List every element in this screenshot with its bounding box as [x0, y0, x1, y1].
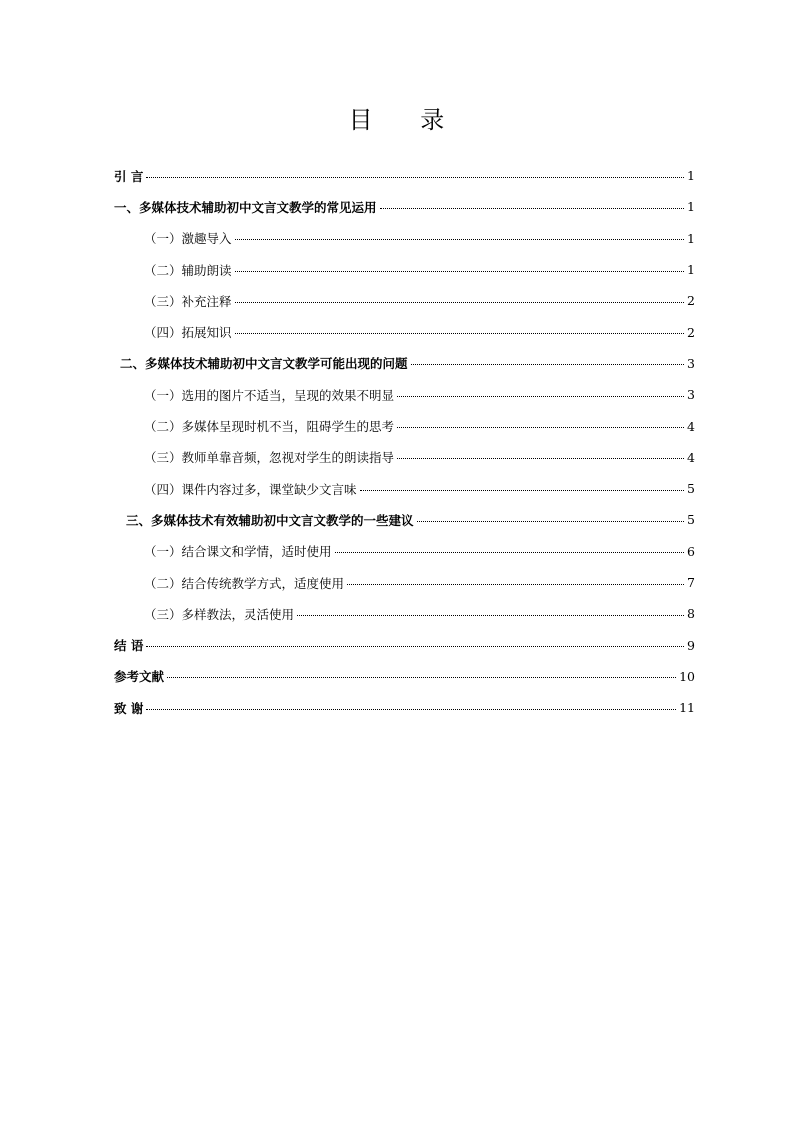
- dot-leader: [397, 426, 684, 428]
- toc-entry-chapter-3[interactable]: [114, 504, 695, 535]
- dot-leader: [235, 301, 684, 303]
- toc-entry-section-3-1[interactable]: [114, 536, 695, 567]
- toc-entry-label: 致 谢: [114, 700, 144, 716]
- toc-entry-introduction[interactable]: [114, 160, 695, 191]
- toc-entry-section-1-2[interactable]: [114, 254, 695, 285]
- toc-entry-references[interactable]: [114, 661, 695, 692]
- toc-entry-label: （四）拓展知识: [144, 325, 232, 341]
- toc-entry-page: 1: [687, 262, 695, 278]
- toc-entry-chapter-1[interactable]: [114, 191, 695, 222]
- toc-entry-label: （二）多媒体呈现时机不当，阻碍学生的思考: [144, 419, 395, 435]
- toc-entry-page: 3: [687, 355, 695, 371]
- toc-entry-label: 结 语: [114, 638, 144, 654]
- toc-entry-label: （一）结合课文和学情，适时使用: [144, 544, 332, 560]
- dot-leader: [360, 489, 684, 491]
- toc-entry-page: 10: [679, 668, 695, 684]
- toc-entry-page: 5: [687, 512, 695, 528]
- toc-entry-section-1-4[interactable]: [114, 316, 695, 347]
- toc-entry-label: （二）辅助朗读: [144, 262, 232, 278]
- dot-leader: [335, 551, 684, 553]
- toc-entry-acknowledgements[interactable]: [114, 692, 695, 723]
- toc-entry-conclusion[interactable]: [114, 629, 695, 660]
- dot-leader: [146, 176, 684, 178]
- dot-leader: [417, 520, 684, 522]
- dot-leader: [146, 708, 676, 710]
- toc-entry-section-2-3[interactable]: [114, 442, 695, 473]
- toc-entry-section-3-3[interactable]: [114, 598, 695, 629]
- dot-leader: [411, 363, 684, 365]
- toc-entry-label: （四）课件内容过多，课堂缺少文言味: [144, 481, 357, 497]
- toc-entry-label: （三）补充注释: [144, 293, 232, 309]
- toc-entry-section-1-1[interactable]: [114, 223, 695, 254]
- toc-entry-page: 11: [679, 700, 695, 716]
- toc-entry-section-3-2[interactable]: [114, 567, 695, 598]
- dot-leader: [235, 270, 684, 272]
- dot-leader: [235, 332, 684, 334]
- page-title: 目 录: [348, 106, 465, 134]
- toc-entry-page: 1: [687, 230, 695, 246]
- toc-entry-chapter-2[interactable]: [114, 348, 695, 379]
- toc-entry-label: 二、多媒体技术辅助初中文言文教学可能出现的问题: [120, 356, 408, 372]
- toc-entry-section-2-2[interactable]: [114, 410, 695, 441]
- toc-entry-section-1-3[interactable]: [114, 285, 695, 316]
- toc-entry-label: （二）结合传统教学方式，适度使用: [144, 575, 345, 591]
- toc-entry-page: 4: [687, 449, 695, 465]
- toc-entry-label: 三、多媒体技术有效辅助初中文言文教学的一些建议: [126, 512, 414, 528]
- toc-entry-section-2-4[interactable]: [114, 473, 695, 504]
- toc-entry-label: 参考文献: [114, 669, 165, 685]
- toc-entry-page: 2: [687, 324, 695, 340]
- toc-entry-page: 7: [687, 575, 695, 590]
- toc-entry-page: 1: [687, 168, 695, 184]
- toc-entry-label: 引 言: [114, 168, 144, 184]
- toc-entry-label: （三）教师单靠音频，忽视对学生的朗读指导: [144, 450, 395, 466]
- toc-entry-page: 4: [687, 418, 695, 434]
- dot-leader: [146, 645, 684, 647]
- toc-entry-label: 一、多媒体技术辅助初中文言文教学的常见运用: [114, 199, 377, 215]
- toc-entry-page: 2: [687, 293, 695, 309]
- dot-leader: [380, 207, 684, 209]
- table-of-contents: [114, 160, 695, 723]
- dot-leader: [235, 238, 684, 240]
- toc-entry-page: 6: [687, 543, 695, 559]
- toc-entry-label: （三）多样教法，灵活使用: [144, 606, 295, 622]
- toc-entry-section-2-1[interactable]: [114, 379, 695, 410]
- toc-entry-page: 5: [687, 481, 695, 497]
- toc-entry-page: 1: [687, 199, 695, 215]
- toc-entry-page: 3: [687, 387, 695, 403]
- dot-leader: [347, 583, 684, 585]
- dot-leader: [397, 457, 684, 459]
- toc-entry-label: （一）激趣导入: [144, 231, 232, 247]
- toc-entry-page: 9: [687, 637, 695, 653]
- dot-leader: [297, 614, 684, 616]
- dot-leader: [397, 395, 684, 397]
- toc-entry-page: 8: [687, 606, 695, 622]
- dot-leader: [167, 676, 676, 678]
- toc-entry-label: （一）选用的图片不适当，呈现的效果不明显: [144, 387, 395, 403]
